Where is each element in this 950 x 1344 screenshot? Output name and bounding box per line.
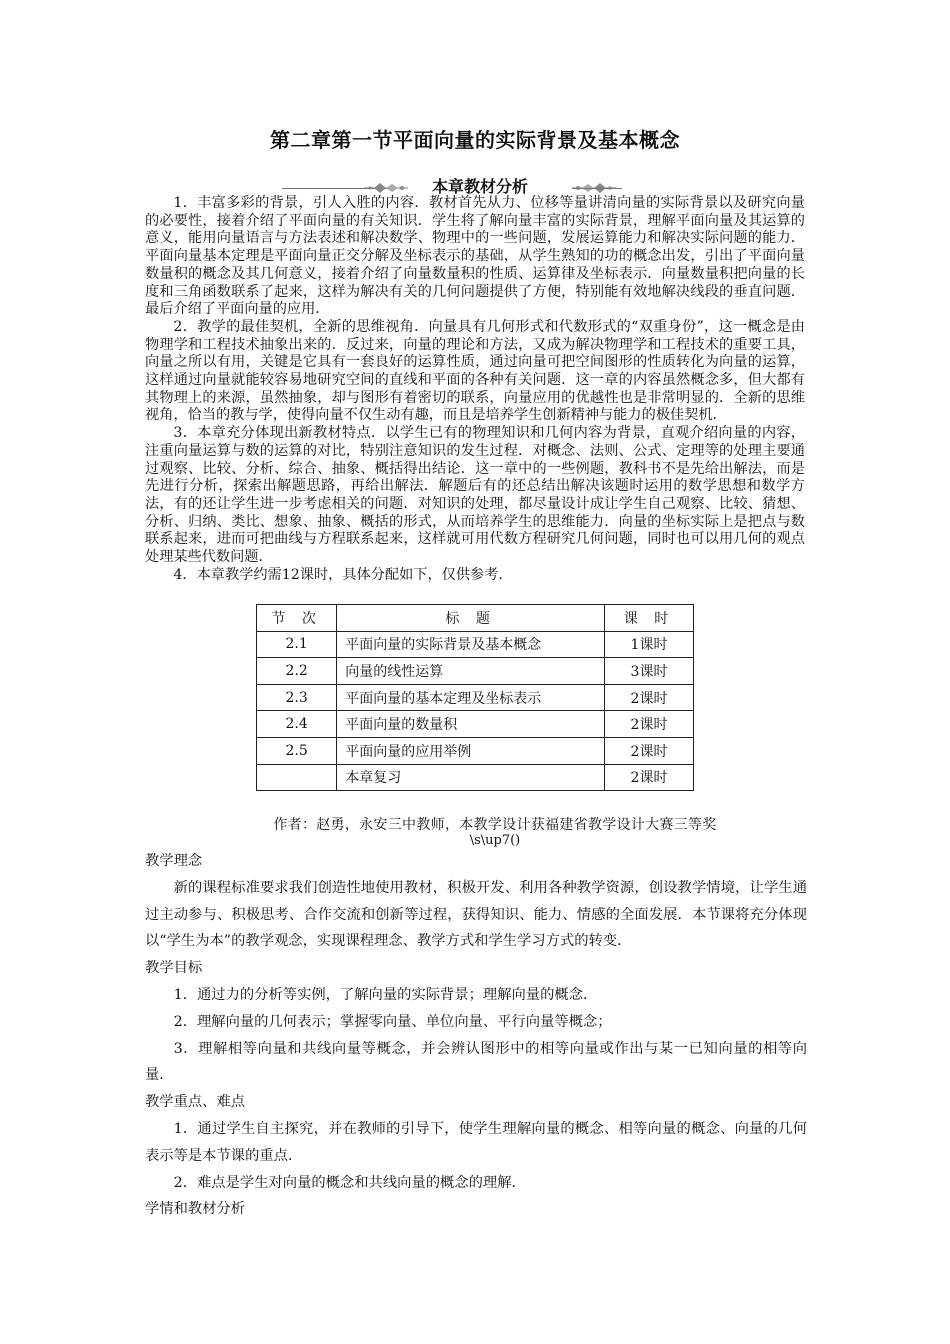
analysis-paragraph: 4．本章教学约需12课时，具体分配如下，仅供参考． [173, 566, 513, 583]
divider-right [572, 188, 622, 189]
table-cell: 2.3 [257, 684, 337, 711]
table-cell: 向量的线性运算 [337, 658, 605, 685]
table-row [257, 711, 694, 738]
table-cell: 3课时 [605, 658, 694, 685]
section-heading: 本章教材分析 [432, 177, 529, 196]
table-cell [257, 764, 337, 791]
block-heading: 学情和教材分析 [145, 1201, 246, 1218]
table-cell: 平面向量的数量积 [337, 711, 605, 738]
ornament-left-icon [364, 181, 408, 195]
field-code-text: \s\up7() [469, 833, 521, 848]
table-row [257, 631, 694, 658]
table-header-row [257, 605, 694, 632]
table-cell: 本章复习 [337, 764, 605, 791]
table-cell: 2.2 [257, 658, 337, 685]
table-row [257, 737, 694, 764]
table-cell: 1课时 [605, 631, 694, 658]
block-paragraph: 1．通过学生自主探究，并在教师的引导下，使学生理解向量的概念、相等向量的概念、向量的几何表示等是本节课的重点． [145, 1120, 807, 1164]
block-heading: 教学理念 [145, 853, 203, 869]
table-cell: 平面向量的应用举例 [337, 737, 605, 764]
block-paragraph: 2．理解向量的几何表示；掌握零向量、单位向量、平行向量等概念； [173, 1013, 612, 1030]
table-cell: 平面向量的实际背景及基本概念 [337, 631, 605, 658]
column-header: 标 题 [337, 605, 605, 632]
block-paragraph: 新的课程标准要求我们创造性地使用教材，积极开发、利用各种教学资源，创设教学情境，让学生通过主动参与、积极思考、合作交流和创新等过程，获得知识、能力、情感的全面发展．本节课将充分体现以“学生为本”的教学观念，实现课程理念、教学方式和学生学习方式的转变． [145, 879, 807, 950]
block-heading: 教学重点、难点 [145, 1094, 246, 1111]
chapter-analysis [145, 195, 805, 584]
table-cell: 2.1 [257, 631, 337, 658]
table-cell: 2课时 [605, 737, 694, 764]
table-cell: 2课时 [605, 684, 694, 711]
analysis-paragraph: 2．教学的最佳契机，全新的思维视角．向量具有几何形式和代数形式的“双重身份”，这一概念是由物理学和工程技术抽象出来的．反过来，向量的理论和方法，又成为解决物理学和工程技术的重要工具，向量之所以有用，关键是它具有一套良好的运算性质，通过向量可把空间图形的性质转化为向量的运算，这样通过向量就能较容易地研究空间的直线和平面的各种有关问题．这一章的内容虽然概念多，但大都有其物理上的来源，虽然抽象，却与图形有着密切的联系，向量应用的优越性也是非常明显的．全新的思维视角，恰当的教与学，使得向量不仅生动有趣，而且是培养学生创新精神与能力的极佳契机． [145, 318, 805, 424]
table-cell: 2课时 [605, 711, 694, 738]
table-cell: 2课时 [605, 764, 694, 791]
page-title: 第二章第一节平面向量的实际背景及基本概念 [270, 128, 680, 152]
column-header: 节 次 [257, 605, 337, 632]
author-credit: 作者：赵勇，永安三中教师，本教学设计获福建省教学设计大赛三等奖 [273, 817, 717, 833]
table-cell: 2.5 [257, 737, 337, 764]
block-paragraph: 2．难点是学生对向量的概念和共线向量的概念的理解． [173, 1174, 526, 1191]
analysis-paragraph: 3．本章充分体现出新教材特点．以学生已有的物理知识和几何内容为背景，直观介绍向量的内容，注重向量运算与数的运算的对比，特别注意知识的发生过程．对概念、法则、公式、定理等的处理主要通过观察、比较、分析、综合、抽象、概括得出结论．这一章中的一些例题，教科书不是先给出解法，而是先进行分析，探索出解题思路，再给出解法．解题后有的还总结出解决该题时运用的数学思想和数学方法，有的还让学生进一步考虑相关的问题．对知识的处理，都尽量设计成让学生自己观察、比较、猜想、分析、归纳、类比、想象、抽象、概括的形式，从而培养学生的思维能力．向量的坐标实际上是把点与数联系起来，进而可把曲线与方程联系起来，这样就可用代数方程研究几何问题，同时也可以用几何的观点处理某些代数问题． [145, 425, 805, 566]
lesson-design-body [145, 848, 807, 1223]
column-header: 课 时 [605, 605, 694, 632]
block-paragraph: 1．通过力的分析等实例，了解向量的实际背景；理解向量的概念． [173, 986, 598, 1003]
table-row [257, 658, 694, 685]
table-row [257, 764, 694, 791]
lesson-plan-table [256, 604, 694, 791]
block-paragraph: 3．理解相等向量和共线向量等概念，并会辨认图形中的相等向量或作出与某一已知向量的相等向量． [145, 1040, 807, 1084]
table-cell: 2.4 [257, 711, 337, 738]
block-heading: 教学目标 [145, 960, 203, 977]
table-row [257, 684, 694, 711]
analysis-paragraph: 1．丰富多彩的背景，引人入胜的内容．教材首先从力、位移等量讲清向量的实际背景以及研究向量的必要性，接着介绍了平面向量的有关知识．学生将了解向量丰富的实际背景，理解平面向量及其运算的意义，能用向量语言与方法表述和解决数学、物理中的一些问题，发展运算能力和解决实际问题的能力．平面向量基本定理是平面向量正交分解及坐标表示的基础，从学生熟知的功的概念出发，引出了平面向量数量积的概念及其几何意义，接着介绍了向量数量积的性质、运算律及坐标表示．向量数量积把向量的长度和三角函数联系了起来，这样为解决有关的几何问题提供了方便，特别能有效地解决线段的垂直问题．最后介绍了平面向量的应用． [145, 195, 805, 318]
table-cell: 平面向量的基本定理及坐标表示 [337, 684, 605, 711]
